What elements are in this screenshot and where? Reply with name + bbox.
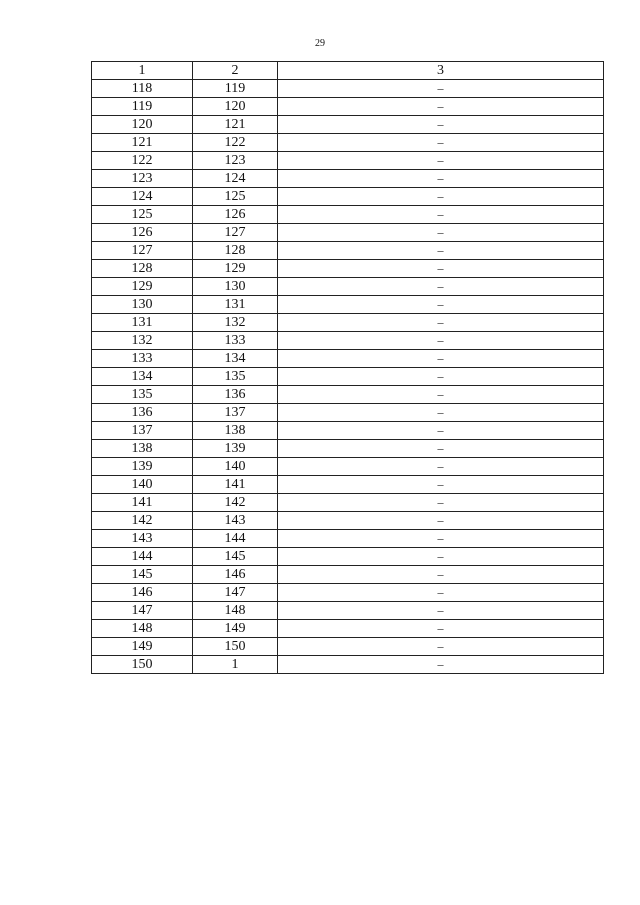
column-header-2: 2 <box>193 62 278 80</box>
table-cell-col-3: – <box>278 98 604 116</box>
table-cell-col-3: – <box>278 530 604 548</box>
table-cell-col-1: 146 <box>92 584 193 602</box>
table-body <box>92 80 604 674</box>
table-cell-col-3: – <box>278 386 604 404</box>
table-cell-col-3: – <box>278 656 604 674</box>
table-cell-col-1: 128 <box>92 260 193 278</box>
table-row <box>92 404 604 422</box>
table-row <box>92 566 604 584</box>
table-row <box>92 188 604 206</box>
table-header-row <box>92 62 604 80</box>
table-cell-col-3: – <box>278 620 604 638</box>
table-cell-col-3: – <box>278 152 604 170</box>
table-cell-col-3: – <box>278 134 604 152</box>
table-cell-col-1: 127 <box>92 242 193 260</box>
table-cell-col-2: 138 <box>193 422 278 440</box>
table-cell-col-2: 130 <box>193 278 278 296</box>
table-row <box>92 368 604 386</box>
table-row <box>92 476 604 494</box>
table-cell-col-3: – <box>278 494 604 512</box>
table-cell-col-1: 150 <box>92 656 193 674</box>
table-cell-col-2: 129 <box>193 260 278 278</box>
table-cell-col-1: 123 <box>92 170 193 188</box>
table-cell-col-1: 143 <box>92 530 193 548</box>
table-row <box>92 584 604 602</box>
table-row <box>92 494 604 512</box>
table-cell-col-2: 148 <box>193 602 278 620</box>
table-cell-col-1: 122 <box>92 152 193 170</box>
table-cell-col-2: 122 <box>193 134 278 152</box>
table-cell-col-2: 1 <box>193 656 278 674</box>
table-cell-col-2: 142 <box>193 494 278 512</box>
table-cell-col-1: 131 <box>92 314 193 332</box>
table-row <box>92 296 604 314</box>
table-cell-col-1: 118 <box>92 80 193 98</box>
table-cell-col-2: 127 <box>193 224 278 242</box>
table-row <box>92 278 604 296</box>
table-cell-col-2: 126 <box>193 206 278 224</box>
table-cell-col-1: 142 <box>92 512 193 530</box>
table-cell-col-3: – <box>278 278 604 296</box>
table-cell-col-2: 131 <box>193 296 278 314</box>
table-cell-col-1: 121 <box>92 134 193 152</box>
table-row <box>92 314 604 332</box>
table-cell-col-3: – <box>278 224 604 242</box>
table-row <box>92 170 604 188</box>
table-cell-col-1: 139 <box>92 458 193 476</box>
table-cell-col-1: 129 <box>92 278 193 296</box>
table-row <box>92 260 604 278</box>
column-header-3: 3 <box>278 62 604 80</box>
table-cell-col-3: – <box>278 584 604 602</box>
table-cell-col-1: 126 <box>92 224 193 242</box>
column-header-1: 1 <box>92 62 193 80</box>
table-cell-col-2: 149 <box>193 620 278 638</box>
table-row <box>92 548 604 566</box>
table-cell-col-3: – <box>278 404 604 422</box>
table-cell-col-3: – <box>278 440 604 458</box>
table-cell-col-3: – <box>278 368 604 386</box>
data-table <box>91 61 604 674</box>
table-cell-col-3: – <box>278 638 604 656</box>
table-cell-col-2: 120 <box>193 98 278 116</box>
table-row <box>92 206 604 224</box>
table-cell-col-2: 137 <box>193 404 278 422</box>
table-cell-col-2: 136 <box>193 386 278 404</box>
table-cell-col-3: – <box>278 422 604 440</box>
table-row <box>92 638 604 656</box>
table-cell-col-3: – <box>278 188 604 206</box>
table-row <box>92 530 604 548</box>
table-cell-col-3: – <box>278 116 604 134</box>
table-cell-col-2: 128 <box>193 242 278 260</box>
table-row <box>92 512 604 530</box>
table-row <box>92 332 604 350</box>
table-cell-col-1: 132 <box>92 332 193 350</box>
table-cell-col-1: 148 <box>92 620 193 638</box>
table-cell-col-1: 119 <box>92 98 193 116</box>
table-cell-col-1: 149 <box>92 638 193 656</box>
table-cell-col-2: 147 <box>193 584 278 602</box>
table-cell-col-2: 121 <box>193 116 278 134</box>
table-cell-col-3: – <box>278 170 604 188</box>
table-row <box>92 350 604 368</box>
table-cell-col-2: 135 <box>193 368 278 386</box>
table-cell-col-3: – <box>278 458 604 476</box>
table-cell-col-1: 120 <box>92 116 193 134</box>
table-cell-col-2: 133 <box>193 332 278 350</box>
table-cell-col-1: 125 <box>92 206 193 224</box>
table-cell-col-1: 145 <box>92 566 193 584</box>
table-cell-col-3: – <box>278 476 604 494</box>
table-row <box>92 656 604 674</box>
table-cell-col-2: 125 <box>193 188 278 206</box>
table-cell-col-1: 136 <box>92 404 193 422</box>
table-cell-col-2: 119 <box>193 80 278 98</box>
table-cell-col-2: 124 <box>193 170 278 188</box>
table-cell-col-3: – <box>278 512 604 530</box>
table-row <box>92 458 604 476</box>
table-cell-col-3: – <box>278 566 604 584</box>
table-cell-col-1: 124 <box>92 188 193 206</box>
table-cell-col-3: – <box>278 350 604 368</box>
table-cell-col-1: 135 <box>92 386 193 404</box>
table-cell-col-2: 139 <box>193 440 278 458</box>
table-cell-col-3: – <box>278 242 604 260</box>
table-cell-col-1: 138 <box>92 440 193 458</box>
table-row <box>92 152 604 170</box>
table-row <box>92 98 604 116</box>
table-cell-col-3: – <box>278 602 604 620</box>
table-cell-col-2: 132 <box>193 314 278 332</box>
table-cell-col-2: 150 <box>193 638 278 656</box>
table-row <box>92 602 604 620</box>
table-row <box>92 80 604 98</box>
table-cell-col-2: 141 <box>193 476 278 494</box>
table-cell-col-3: – <box>278 332 604 350</box>
table-cell-col-2: 134 <box>193 350 278 368</box>
table-cell-col-1: 130 <box>92 296 193 314</box>
table-cell-col-3: – <box>278 80 604 98</box>
table-row <box>92 224 604 242</box>
table-cell-col-2: 146 <box>193 566 278 584</box>
page-number: 29 <box>315 38 325 49</box>
table-row <box>92 134 604 152</box>
table-header <box>92 62 604 80</box>
table-cell-col-1: 141 <box>92 494 193 512</box>
table-row <box>92 422 604 440</box>
table-cell-col-2: 140 <box>193 458 278 476</box>
table-row <box>92 242 604 260</box>
table-row <box>92 116 604 134</box>
table-cell-col-3: – <box>278 206 604 224</box>
table-cell-col-1: 134 <box>92 368 193 386</box>
table-cell-col-1: 140 <box>92 476 193 494</box>
table-cell-col-1: 137 <box>92 422 193 440</box>
table-cell-col-3: – <box>278 296 604 314</box>
table-cell-col-2: 123 <box>193 152 278 170</box>
table-cell-col-3: – <box>278 314 604 332</box>
table-cell-col-3: – <box>278 548 604 566</box>
table-cell-col-1: 133 <box>92 350 193 368</box>
table-cell-col-2: 145 <box>193 548 278 566</box>
table-row <box>92 386 604 404</box>
table-cell-col-2: 144 <box>193 530 278 548</box>
table-row <box>92 620 604 638</box>
table-row <box>92 440 604 458</box>
table-cell-col-1: 144 <box>92 548 193 566</box>
table-cell-col-2: 143 <box>193 512 278 530</box>
table-cell-col-1: 147 <box>92 602 193 620</box>
table-cell-col-3: – <box>278 260 604 278</box>
